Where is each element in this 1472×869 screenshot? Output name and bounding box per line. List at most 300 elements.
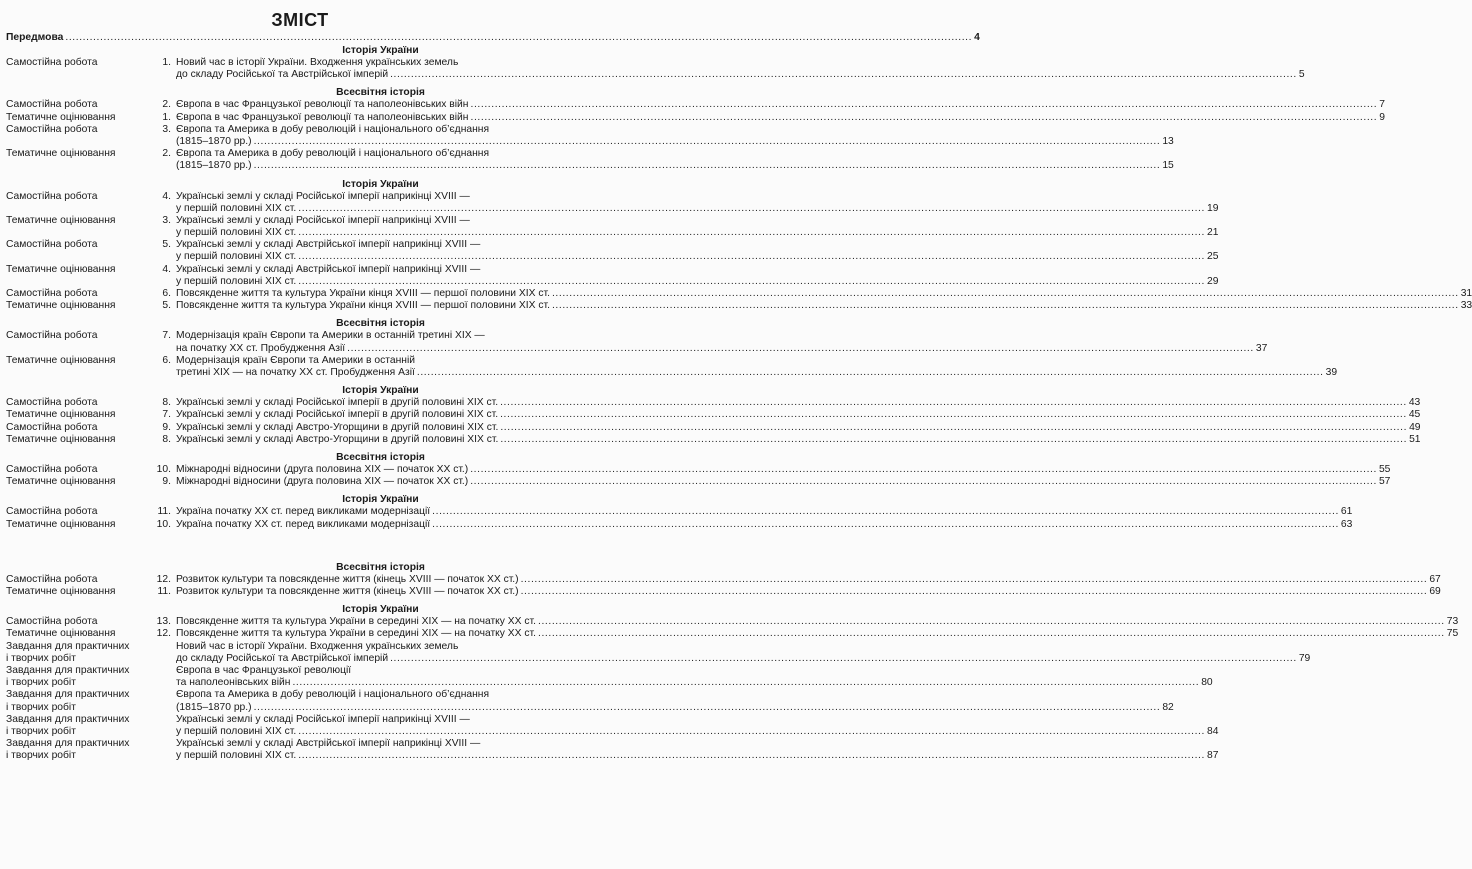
entry-page-number: 63 [1340, 518, 1353, 530]
entry-title [176, 738, 1218, 762]
entry-page-number: 29 [1206, 275, 1219, 287]
toc-entry[interactable] [6, 665, 1213, 689]
entry-title [176, 689, 1174, 713]
entry-page-number: 37 [1255, 342, 1268, 354]
entry-page-number: 69 [1429, 586, 1441, 598]
entry-title-line [176, 276, 1218, 288]
entry-kind [6, 264, 154, 288]
entry-title-text: Новий час в історії України. Входження українських земель [176, 57, 459, 68]
table-of-contents [6, 44, 1472, 763]
dot-leader [254, 702, 1161, 714]
entry-number: 10. [156, 464, 171, 475]
entry-number: 2. [162, 148, 171, 160]
entry-number: 6. [162, 354, 171, 366]
entry-title [176, 464, 1390, 476]
entry-number: 4. [162, 263, 171, 275]
entry-title-line [176, 714, 1218, 726]
toc-entry[interactable] [6, 518, 1353, 531]
entry-kind-label: Завдання для практичних [6, 713, 130, 725]
toc-entry[interactable] [6, 123, 1174, 148]
dot-leader [470, 112, 1377, 124]
entry-title-text: Європа та Америка в добу революцій і національного об’єднання [176, 148, 490, 160]
dot-leader [65, 32, 972, 44]
dot-leader [347, 343, 1254, 355]
dot-leader [298, 227, 1205, 239]
entry-title-line [176, 464, 1390, 476]
entry-title-text: до складу Російської та Австрійської імперій [176, 69, 389, 81]
dot-leader [432, 506, 1339, 518]
entry-kind-label: Тематичне оцінювання [6, 354, 116, 366]
toc-entry[interactable] [6, 573, 1441, 586]
entry-title-line [176, 227, 1218, 239]
section-heading: Історія України [342, 385, 419, 397]
dot-leader [298, 203, 1205, 215]
entry-title [176, 112, 1385, 124]
entry-kind [6, 330, 154, 354]
dot-leader [390, 653, 1297, 665]
dot-leader [298, 251, 1205, 263]
entry-kind-label: Тематичне оцінювання [6, 518, 116, 530]
toc-entry[interactable] [6, 476, 1391, 488]
entry-number: 7. [162, 409, 171, 421]
entry-title-text: Європа та Америка в добу революцій і національного об’єднання [176, 689, 490, 701]
entry-number [154, 738, 171, 762]
entry-title-line [176, 300, 1472, 312]
dot-leader [552, 288, 1459, 300]
entry-title-line [176, 264, 1218, 276]
entry-number: 6. [162, 288, 171, 300]
entry-title [176, 574, 1441, 586]
entry-title [176, 355, 1337, 379]
toc-entry[interactable] [6, 148, 1174, 172]
entry-kind-label-line2: і творчих робіт [6, 652, 76, 664]
entry-page-number: 15 [1162, 160, 1174, 172]
entry-number [154, 714, 171, 738]
entry-title-text: Новий час в історії України. Входження українських земель [176, 640, 459, 652]
entry-title-line [176, 160, 1174, 172]
entry-title [176, 191, 1218, 215]
entry-title-line [176, 355, 1337, 367]
entry-title-line [176, 148, 1174, 160]
toc-entry[interactable] [6, 263, 1219, 288]
toc-entry[interactable] [6, 354, 1338, 379]
entry-title-line [176, 251, 1218, 263]
entry-kind [6, 239, 154, 263]
entry-title-line [176, 215, 1218, 227]
dot-leader [500, 397, 1407, 409]
entry-title-text: та наполеонівських війн [176, 677, 291, 689]
entry-title-line [176, 112, 1385, 124]
entry-kind-label: Тематичне оцінювання [6, 148, 116, 160]
entry-page-number: 49 [1409, 421, 1421, 433]
entry-kind-label: Самостійна робота [6, 506, 98, 518]
toc-entry[interactable] [6, 300, 1472, 312]
entry-title-text: Українські землі у складі Російської імперії в другій половині XIX ст. [176, 397, 499, 409]
dot-leader [500, 409, 1407, 421]
entry-kind-label: Тематичне оцінювання [6, 263, 116, 275]
entry-title-text: Українські землі у складі Російської імперії наприкінці XVIII — [176, 214, 470, 226]
entry-number: 13. [156, 616, 171, 628]
entry-title-line [176, 124, 1174, 136]
entry-title-text: Європа та Америка в добу революцій і національного об’єднання [176, 123, 490, 135]
entry-page-number: 73 [1446, 616, 1459, 628]
entry-kind-label: Самостійна робота [6, 190, 98, 202]
entry-title-text: (1815–1870 рр.) [176, 701, 252, 713]
entry-number: 1. [162, 57, 171, 68]
toc-entry[interactable] [6, 586, 1441, 598]
toc-entry[interactable] [6, 713, 1219, 738]
entry-title-text: на початку XX ст. Пробудження Азії [176, 342, 346, 354]
entry-title-line [176, 738, 1218, 750]
entry-title-line [176, 422, 1421, 434]
entry-number: 11. [157, 506, 171, 518]
entry-number: 7. [162, 330, 171, 342]
entry-title [176, 586, 1441, 598]
entry-title [176, 397, 1420, 409]
dot-leader [470, 464, 1377, 476]
entry-title [176, 641, 1310, 665]
entry-title-line [176, 191, 1218, 203]
entry-number [154, 689, 171, 713]
entry-title-line [176, 99, 1385, 111]
entry-title-text: (1815–1870 рр.) [176, 135, 252, 147]
toc-preface-entry[interactable] [6, 32, 980, 44]
entry-title [176, 714, 1218, 738]
entry-title-line [176, 330, 1267, 342]
entry-kind-label: Тематичне оцінювання [6, 409, 116, 421]
entry-page-number: 67 [1429, 573, 1441, 585]
entry-title-text: Повсякденне життя та культура України в середині XIX — на початку XX ст. [176, 616, 536, 628]
dot-leader [432, 519, 1339, 531]
entry-title-line [176, 653, 1310, 665]
entry-kind [6, 641, 154, 665]
entry-page-number: 21 [1206, 227, 1219, 239]
section-heading: Всесвітня історія [336, 87, 425, 99]
entry-title-text: Україна початку XX ст. перед викликами модернізації [176, 506, 431, 518]
entry-kind [6, 112, 154, 124]
entry-title-text: у першій половині XIX ст. [176, 202, 297, 214]
entry-title-line [176, 586, 1441, 598]
entry-title-text: Повсякденне життя та культура України в середині XIX — на початку XX ст. [176, 628, 536, 640]
toc-entry[interactable] [6, 506, 1353, 518]
entry-kind [6, 586, 154, 598]
toc-entry[interactable] [6, 640, 1311, 665]
entry-kind [6, 288, 154, 300]
entry-kind [6, 628, 154, 640]
entry-title [176, 422, 1421, 434]
entry-title-text: Українські землі у складі Російської імперії в другій половині XIX ст. [176, 409, 499, 421]
entry-kind [6, 714, 154, 738]
entry-title-line [176, 506, 1352, 518]
entry-kind-label: Самостійна робота [6, 123, 98, 135]
section-heading: Всесвітня історія [336, 318, 425, 330]
entry-title-line [176, 397, 1420, 409]
toc-entry[interactable] [6, 689, 1174, 713]
entry-title [176, 476, 1390, 488]
entry-title-line [176, 689, 1174, 701]
entry-kind [6, 191, 154, 215]
toc-entry[interactable] [6, 421, 1421, 434]
toc-entry[interactable] [6, 330, 1268, 354]
entry-kind-label-line2: і творчих робіт [6, 750, 76, 762]
entry-kind [6, 215, 154, 239]
entry-kind-label: Самостійна робота [6, 397, 98, 409]
entry-kind [6, 738, 154, 762]
entry-page-number: 55 [1378, 464, 1391, 475]
entry-number [154, 665, 171, 689]
entry-title [176, 300, 1472, 312]
entry-kind [6, 148, 154, 172]
entry-kind-label: Завдання для практичних [6, 689, 130, 701]
entry-page-number: 87 [1206, 750, 1219, 762]
toc-entry[interactable] [6, 628, 1459, 640]
dot-leader [470, 99, 1377, 111]
entry-kind-label: Самостійна робота [6, 616, 98, 628]
entry-kind-label: Завдання для практичних [6, 665, 130, 677]
entry-title-line [176, 726, 1218, 738]
entry-kind [6, 409, 154, 421]
entry-title [176, 665, 1213, 689]
dot-leader [521, 586, 1428, 598]
entry-number [154, 641, 171, 665]
entry-page-number: 5 [1298, 69, 1305, 81]
section-heading: Історія України [342, 178, 419, 190]
entry-number: 3. [162, 214, 171, 226]
entry-title-line [176, 750, 1218, 762]
toc-entry[interactable] [6, 409, 1421, 421]
entry-title-line [176, 409, 1420, 421]
entry-page-number: 33 [1460, 300, 1472, 312]
entry-number: 9. [162, 421, 171, 433]
entry-title-text: у першій половині XIX ст. [176, 275, 297, 287]
toc-entry[interactable] [6, 99, 1385, 111]
entry-title-line [176, 57, 1305, 69]
entry-title [176, 628, 1458, 640]
toc-entry[interactable] [6, 397, 1421, 409]
entry-title-text: Модернізація країн Європи та Америки в останній [176, 354, 415, 366]
entry-kind [6, 689, 154, 713]
entry-title-line [176, 616, 1458, 628]
entry-kind [6, 300, 154, 312]
entry-title-text: Міжнародні відносини (друга половина XIX — початок XX ст.) [176, 464, 469, 475]
entry-number: 12. [156, 573, 171, 585]
dot-leader [298, 750, 1205, 762]
toc-entry[interactable] [6, 433, 1421, 446]
entry-page-number: 13 [1162, 135, 1174, 147]
entry-number: 4. [162, 190, 171, 202]
entry-kind-label: Самостійна робота [6, 57, 98, 68]
entry-title [176, 148, 1174, 172]
entry-page-number: 80 [1201, 677, 1213, 689]
dot-leader [417, 367, 1324, 379]
entry-title-text: Розвиток культури та повсякденне життя (кінець XVIII — початок XX ст.) [176, 586, 519, 598]
preface-page: 4 [974, 32, 980, 43]
section-heading: Всесвітня історія [336, 561, 425, 573]
entry-title-line [176, 203, 1218, 215]
entry-kind-label: Тематичне оцінювання [6, 476, 116, 488]
section-heading: Історія України [342, 604, 419, 616]
entry-number: 12. [156, 628, 171, 640]
entry-number: 8. [162, 433, 171, 445]
entry-kind-label: Тематичне оцінювання [6, 628, 116, 640]
entry-number: 10. [156, 518, 171, 530]
toc-entry[interactable] [6, 190, 1219, 215]
dot-leader [552, 300, 1459, 312]
entry-number: 5. [162, 300, 171, 312]
entry-number: 2. [162, 99, 171, 111]
entry-title-line [176, 367, 1337, 379]
entry-title-line [176, 702, 1174, 714]
entry-title [176, 519, 1352, 531]
dot-leader [500, 434, 1407, 446]
entry-title-text: Повсякденне життя та культура України кінця XVIII — першої половини XIX ст. [176, 288, 550, 300]
entry-title-text: Повсякденне життя та культура України кінця XVIII — першої половини XIX ст. [176, 300, 550, 312]
entry-number: 3. [162, 123, 171, 135]
entry-title-line [176, 641, 1310, 653]
entry-title [176, 288, 1472, 300]
entry-kind-label: Завдання для практичних [6, 640, 130, 652]
entry-page-number: 61 [1340, 506, 1353, 518]
preface-label: Передмова [6, 32, 64, 43]
entry-kind [6, 397, 154, 409]
entry-kind [6, 476, 154, 488]
dot-leader [538, 628, 1445, 640]
dot-leader [538, 616, 1445, 628]
toc-entry[interactable] [6, 288, 1472, 300]
entry-title [176, 124, 1174, 148]
entry-kind-label: Тематичне оцінювання [6, 111, 116, 123]
entry-number: 5. [162, 239, 171, 251]
entry-title [176, 409, 1420, 421]
entry-kind-label: Самостійна робота [6, 464, 98, 475]
dot-leader [470, 476, 1377, 488]
entry-kind-label: Самостійна робота [6, 573, 98, 585]
entry-kind [6, 519, 154, 531]
entry-title-line [176, 239, 1218, 251]
entry-page-number: 39 [1325, 367, 1338, 378]
dot-leader [298, 276, 1205, 288]
entry-title-text: у першій половині XIX ст. [176, 251, 297, 263]
toc-entry[interactable] [6, 239, 1219, 263]
entry-title-text: Розвиток культури та повсякденне життя (кінець XVIII — початок XX ст.) [176, 573, 519, 585]
entry-kind-label: Тематичне оцінювання [6, 214, 116, 226]
entry-page-number: 7 [1379, 99, 1385, 111]
page-title: ЗМІСТ [271, 10, 329, 30]
entry-title [176, 215, 1218, 239]
entry-page-number: 43 [1408, 397, 1421, 409]
entry-page-number: 45 [1408, 409, 1421, 421]
entry-title-text: Українські землі у складі Російської імперії наприкінці XVIII — [176, 190, 470, 202]
entry-title-text: у першій половині XIX ст. [176, 227, 297, 239]
entry-title [176, 506, 1352, 518]
entry-kind-label: Самостійна робота [6, 330, 98, 342]
entry-kind [6, 434, 154, 446]
entry-kind [6, 57, 154, 81]
entry-title-line [176, 434, 1421, 446]
entry-kind-label: Самостійна робота [6, 239, 98, 251]
entry-page-number: 75 [1446, 628, 1459, 640]
entry-kind-label: Завдання для практичних [6, 738, 130, 750]
entry-title-line [176, 288, 1472, 300]
entry-title-text: Україна початку XX ст. перед викликами модернізації [176, 518, 431, 530]
entry-kind-label-line2: і творчих робіт [6, 701, 76, 713]
entry-kind [6, 464, 154, 476]
entry-title-text: Європа в час Французької революції [176, 665, 352, 677]
entry-title-line [176, 665, 1213, 677]
entry-title-text: Українські землі у складі Австро-Угорщини в другій половині XIX ст. [176, 421, 499, 433]
entry-title-text: (1815–1870 рр.) [176, 160, 252, 172]
entry-page-number: 82 [1162, 701, 1174, 713]
entry-title-line [176, 69, 1305, 81]
entry-title-text: Європа в час Французької революції та наполеонівських війн [176, 111, 469, 123]
entry-title-line [176, 628, 1458, 640]
entry-kind-label: Самостійна робота [6, 421, 98, 433]
entry-kind-label: Тематичне оцінювання [6, 300, 116, 312]
entry-kind [6, 355, 154, 379]
entry-kind-label-line2: і творчих робіт [6, 677, 76, 689]
entry-kind [6, 99, 154, 111]
entry-title-line [176, 574, 1441, 586]
entry-title-line [176, 343, 1267, 355]
entry-title-text: Українські землі у складі Австро-Угорщини в другій половині XIX ст. [176, 433, 499, 445]
toc-entry[interactable] [6, 464, 1391, 476]
entry-kind [6, 574, 154, 586]
entry-number: 9. [162, 476, 171, 488]
toc-entry[interactable] [6, 616, 1459, 628]
section-heading: Історія України [342, 45, 419, 56]
entry-kind [6, 124, 154, 148]
entry-title [176, 57, 1305, 81]
entry-title-line [176, 476, 1390, 488]
entry-title-text: Українські землі у складі Австрійської імперії наприкінці XVIII — [176, 738, 481, 750]
entry-title-text: Міжнародні відносини (друга половина XIX — початок XX ст.) [176, 476, 469, 488]
entry-page-number: 84 [1206, 726, 1219, 738]
entry-kind [6, 665, 154, 689]
entry-kind-label-line2: і творчих робіт [6, 726, 76, 738]
toc-entry[interactable] [6, 111, 1385, 124]
entry-kind-label: Тематичне оцінювання [6, 586, 116, 598]
entry-page-number: 51 [1409, 433, 1421, 445]
entry-number: 11. [157, 586, 171, 598]
toc-entry[interactable] [6, 214, 1219, 239]
entry-page-number: 57 [1378, 476, 1391, 488]
entry-title [176, 99, 1385, 111]
entry-number: 1. [162, 111, 171, 123]
entry-title-line [176, 136, 1174, 148]
dot-leader [521, 574, 1428, 586]
entry-title-line [176, 677, 1213, 689]
entry-kind [6, 422, 154, 434]
entry-title-text: у першій половині XIX ст. [176, 750, 297, 762]
dot-leader [254, 136, 1161, 148]
entry-title-text: Українські землі у складі Австрійської імперії наприкінці XVIII — [176, 263, 481, 275]
toc-entry[interactable] [6, 57, 1305, 81]
entry-title-text: Модернізація країн Європи та Америки в останній третині XIX — [176, 330, 485, 342]
entry-title-line [176, 519, 1352, 531]
dot-leader [298, 726, 1205, 738]
entry-kind-label: Самостійна робота [6, 288, 98, 300]
entry-title-text: у першій половині XIX ст. [176, 726, 297, 738]
entry-page-number: 79 [1298, 652, 1311, 664]
section-heading: Історія України [342, 494, 419, 506]
toc-entry[interactable] [6, 738, 1219, 762]
entry-title [176, 330, 1267, 354]
section-heading: Всесвітня історія [336, 452, 425, 463]
entry-page-number: 9 [1379, 111, 1385, 123]
entry-title-text: Українські землі у складі Австрійської імперії наприкінці XVIII — [176, 239, 481, 251]
entry-kind [6, 506, 154, 518]
entry-kind [6, 616, 154, 628]
